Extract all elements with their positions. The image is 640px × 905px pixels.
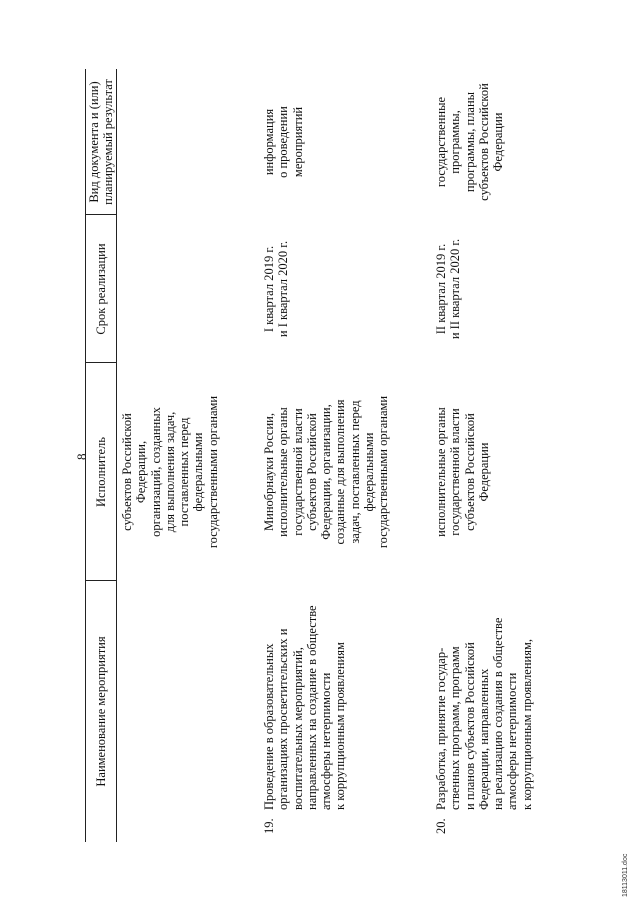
row-20-number: 20.	[434, 818, 448, 834]
text-line: и планов субъектов Российской	[462, 642, 477, 810]
text-line: задач, поставленных перед	[347, 400, 362, 544]
carryover-executor	[120, 363, 220, 581]
text-line: организациях просветительских и	[276, 628, 291, 810]
table-top-border	[85, 69, 86, 842]
text-line: к коррупционным проявлениям	[333, 642, 348, 810]
text-line: федеральными	[362, 432, 377, 512]
text-line: воспитательных мероприятий,	[290, 647, 305, 810]
text-line: государственной власти	[290, 408, 305, 536]
row-20-executor	[434, 363, 491, 581]
text-line: атмосферы нетерпимости	[505, 672, 520, 810]
text-line: государственными органами	[376, 395, 391, 549]
text-line: к коррупционным проявлениям,	[519, 639, 534, 810]
text-line: государственными органами	[205, 395, 220, 549]
text-line: направленных на создание в обществе	[304, 605, 319, 810]
text-line: созданные для выполнения	[333, 399, 348, 545]
text-line: и II квартал 2020 г.	[448, 238, 463, 340]
row-20-term	[434, 215, 463, 363]
text-line: на реализацию создания в обществе	[491, 617, 506, 810]
row-19-result	[262, 69, 305, 215]
text-line: субъектов Российской	[476, 83, 491, 201]
header-result	[87, 69, 115, 215]
text-line: организаций, созданных	[148, 407, 163, 537]
text-line: ственных программ, программ	[448, 646, 463, 810]
text-line: II квартал 2019 г.	[434, 243, 448, 335]
header-name: Наименование мероприятия	[94, 636, 108, 787]
text-line: субъектов Российской	[304, 413, 319, 531]
header-result-line: планируемый результат	[101, 79, 115, 205]
row-19-name	[262, 582, 348, 810]
text-line: субъектов Российской	[120, 413, 134, 531]
row-20-result	[434, 69, 505, 215]
row-20-name	[434, 582, 534, 810]
text-line: государственной власти	[448, 408, 463, 536]
header-term: Срок реализации	[94, 243, 108, 335]
page-number: 8	[74, 453, 89, 460]
text-line: атмосферы нетерпимости	[319, 672, 334, 810]
text-line: федеральными	[191, 432, 206, 512]
text-line: I квартал 2019 г.	[262, 245, 276, 333]
text-line: Федерации	[491, 112, 506, 172]
text-line: мероприятий	[290, 106, 305, 178]
text-line: поставленных перед	[177, 417, 192, 527]
header-result-line: Вид документа и (или)	[87, 81, 101, 203]
row-19-executor	[262, 363, 391, 581]
text-line: Федерации, организации,	[319, 404, 334, 540]
text-line: Минобрнауки России,	[262, 413, 276, 531]
header-bottom-border	[116, 69, 117, 842]
text-line: исполнительные органы	[276, 407, 291, 537]
text-line: программы,	[448, 110, 463, 174]
text-line: для выполнения задач,	[162, 411, 177, 533]
text-line: Федерации,	[134, 440, 149, 504]
document-id: 18113011.doc	[622, 853, 629, 897]
text-line: Федерации	[476, 442, 491, 502]
text-line: государственные	[434, 96, 448, 188]
row-19-term	[262, 215, 291, 363]
text-line: программы, планы	[462, 91, 477, 193]
text-line: субъектов Российской	[462, 413, 477, 531]
text-line: Разработка, принятие государ-	[434, 647, 448, 810]
text-line: исполнительные органы	[434, 407, 448, 537]
row-19-number: 19.	[262, 818, 276, 834]
text-line: о проведении	[276, 106, 291, 178]
text-line: и I квартал 2020 г.	[276, 240, 291, 338]
text-line: информация	[262, 108, 276, 176]
text-line: Проведение в образовательных	[262, 643, 276, 810]
header-executor: Исполнитель	[94, 437, 108, 507]
text-line: Федерации, направленных	[476, 668, 491, 810]
